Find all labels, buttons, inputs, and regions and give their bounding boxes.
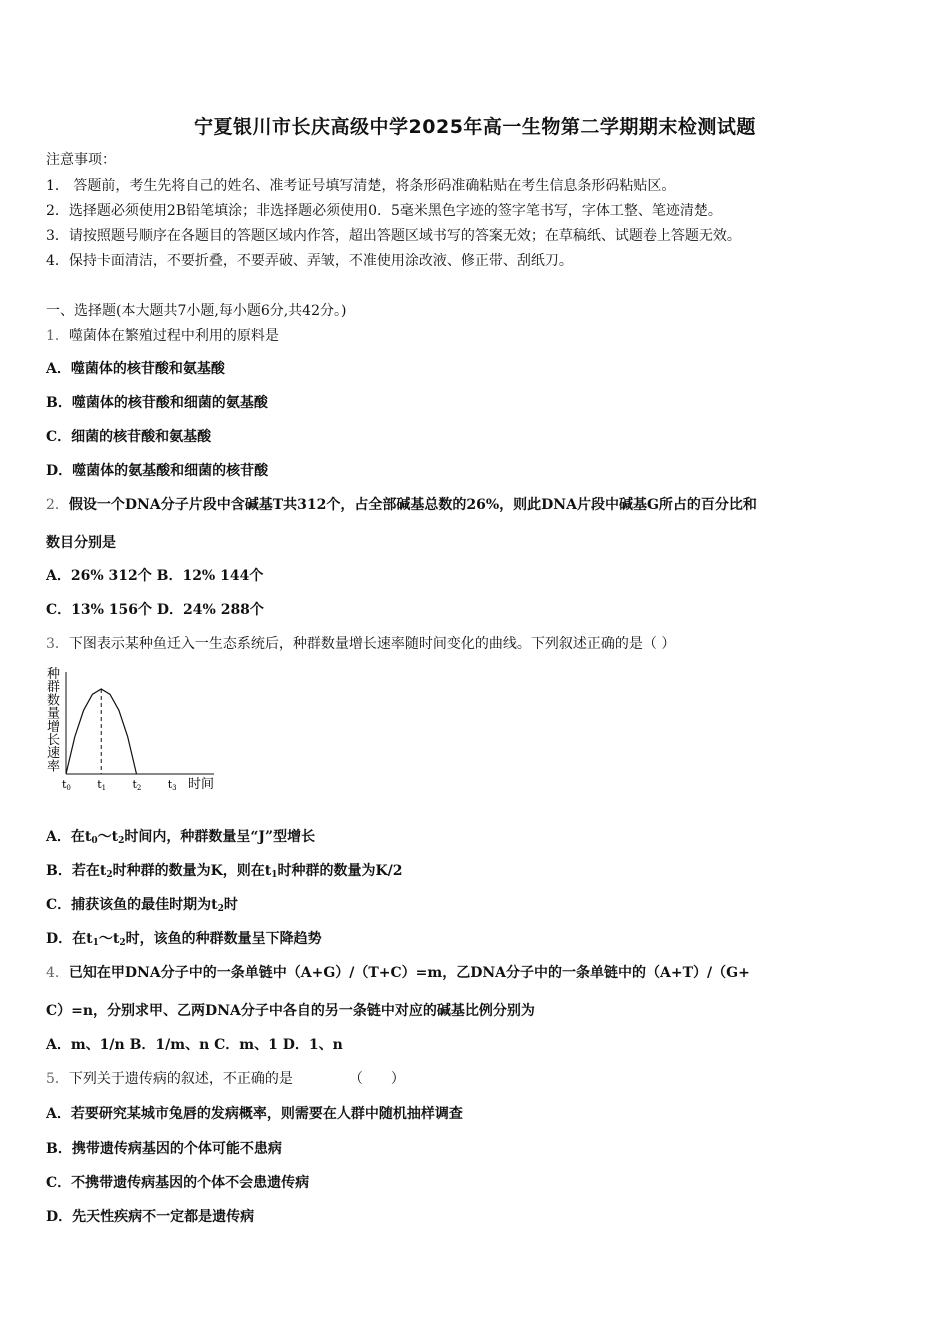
tick-label-t0: t0 xyxy=(62,778,71,792)
question-4-continued: C）=n，分别求甲、乙两DNA分子中各自的另一条链中对应的碱基比例分别为 xyxy=(46,1003,535,1019)
section-heading: 一、选择题(本大题共7小题,每小题6分,共42分。) xyxy=(46,303,347,319)
notes-item-2: 2．选择题必须使用2B铅笔填涂；非选择题必须使用0．5毫米黑色字迹的签字笔书写，字体工整、笔迹清楚。 xyxy=(46,203,722,219)
question-1 xyxy=(46,327,279,345)
tick-label-t3: t3 xyxy=(167,778,177,792)
q5-option-c[interactable]: C．不携带遗传病基因的个体不会患遗传病 xyxy=(46,1175,310,1191)
tick-label-t1: t1 xyxy=(97,778,107,792)
option-text: 时间内，种群数量呈“J”型增长 xyxy=(124,829,316,845)
growth-rate-chart xyxy=(44,664,224,794)
question-number: 1． xyxy=(46,328,69,344)
notes-item-1: 1． 答题前，考生先将自己的姓名、准考证号填写清楚，将条形码准确粘贴在考生信息条形码粘贴区。 xyxy=(46,178,676,194)
subscript: 2 xyxy=(217,904,224,914)
q1-option-c[interactable]: C．细菌的核苷酸和氨基酸 xyxy=(46,429,212,445)
y-label-char: 率 xyxy=(47,759,61,775)
chart-svg xyxy=(44,664,224,794)
question-text: 已知在甲DNA分子中的一条单链中（A+G）/（T+C）=m，乙DNA分子中的一条单链中的（A+T）/（G+ xyxy=(68,965,750,981)
question-text: 噬菌体在繁殖过程中利用的原料是 xyxy=(68,328,279,344)
subscript: 2 xyxy=(118,836,125,846)
x-axis-label: 时间 xyxy=(188,777,215,792)
subscript: 2 xyxy=(106,870,113,880)
notes-item-4: 4．保持卡面清洁，不要折叠，不要弄破、弄皱，不准使用涂改液、修正带、刮纸刀。 xyxy=(46,253,573,269)
q2-options-row-1[interactable]: A．26% 312个 B．12% 144个 xyxy=(46,568,264,584)
y-label-char: 增 xyxy=(47,719,61,735)
option-text: 时，该鱼的种群数量呈下降趋势 xyxy=(125,931,322,947)
subscript: 1 xyxy=(92,938,99,948)
tick-label-t2: t2 xyxy=(132,778,142,792)
q2-options-row-2[interactable]: C．13% 156个 D．24% 288个 xyxy=(46,602,264,618)
y-label-char: 群 xyxy=(47,680,61,696)
q5-option-d[interactable]: D．先天性疾病不一定都是遗传病 xyxy=(46,1209,255,1225)
page-title: 宁夏银川市长庆高级中学2025年高一生物第二学期期末检测试题 xyxy=(194,116,756,138)
notes-item-3: 3．请按照题号顺序在各题目的答题区域内作答，超出答题区域书写的答案无效；在草稿纸、试题卷上答题无效。 xyxy=(46,228,741,244)
question-3 xyxy=(46,635,675,653)
q1-option-a[interactable]: A．噬菌体的核苷酸和氨基酸 xyxy=(46,361,225,377)
q5-option-b[interactable]: B．携带遗传病基因的个体可能不患病 xyxy=(46,1141,282,1157)
option-text: ～t xyxy=(97,829,119,845)
option-text: 时种群的数量为K/2 xyxy=(277,863,403,879)
option-text: A．在t xyxy=(46,829,92,845)
question-4 xyxy=(46,964,750,982)
y-axis-label xyxy=(47,667,60,774)
y-label-char: 数 xyxy=(47,693,61,709)
option-text: 时 xyxy=(223,897,238,913)
option-text: D．在t xyxy=(46,931,93,947)
question-number: 4． xyxy=(46,965,69,981)
q3-option-c[interactable] xyxy=(46,896,238,914)
answer-parentheses: （ ） xyxy=(348,1071,405,1087)
q3-option-d[interactable] xyxy=(46,930,322,948)
notes-heading: 注意事项： xyxy=(46,152,116,168)
x-tick-labels xyxy=(62,778,177,792)
question-number: 5． xyxy=(46,1071,69,1087)
y-label-char: 速 xyxy=(47,746,61,762)
question-5 xyxy=(46,1070,405,1088)
option-text: C．捕获该鱼的最佳时期为t xyxy=(46,897,218,913)
question-number: 3． xyxy=(46,636,69,652)
question-2-continued: 数目分别是 xyxy=(46,535,116,551)
option-text: B．若在t xyxy=(46,863,107,879)
q3-option-b[interactable] xyxy=(46,862,403,880)
subscript: 2 xyxy=(119,938,126,948)
question-2 xyxy=(46,496,757,514)
y-label-char: 量 xyxy=(47,706,61,722)
y-label-char: 种 xyxy=(47,667,61,682)
q1-option-b[interactable]: B．噬菌体的核苷酸和细菌的氨基酸 xyxy=(46,395,268,411)
q5-option-a[interactable]: A．若要研究某城市兔唇的发病概率，则需要在人群中随机抽样调查 xyxy=(46,1106,463,1122)
q1-option-d[interactable]: D．噬菌体的氨基酸和细菌的核苷酸 xyxy=(46,463,269,479)
question-text: 下图表示某种鱼迁入一生态系统后，种群数量增长速率随时间变化的曲线。下列叙述正确的是（ ） xyxy=(68,636,676,652)
q3-option-a[interactable] xyxy=(46,828,315,846)
option-text: 时种群的数量为K，则在t xyxy=(112,863,272,879)
subscript: 1 xyxy=(271,870,278,880)
q4-options[interactable]: A．m、1/n B．1/m、n C．m、1 D．1、n xyxy=(46,1037,343,1053)
question-number: 2． xyxy=(46,497,69,513)
question-text: 下列关于遗传病的叙述，不正确的是 xyxy=(68,1071,293,1087)
question-text: 假设一个DNA分子片段中含碱基T共312个，占全部碱基总数的26%，则此DNA片段中碱基G所占的百分比和 xyxy=(68,497,757,513)
option-text: ～t xyxy=(98,931,120,947)
subscript: 0 xyxy=(91,836,98,846)
y-label-char: 长 xyxy=(47,733,61,748)
